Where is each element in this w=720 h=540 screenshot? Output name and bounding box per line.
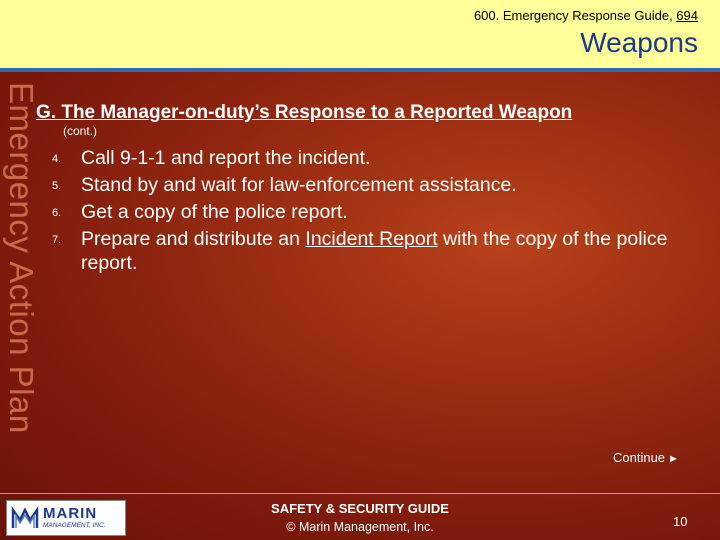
section-heading: G. The Manager-on-duty’s Response to a Reported Weapon [36, 102, 573, 123]
copyright-text: © Marin Management, Inc. [286, 520, 434, 534]
footer-title: SAFETY & SECURITY GUIDE [271, 501, 449, 516]
logo-wordmark [43, 506, 106, 530]
incident-report-link[interactable]: Incident Report [305, 228, 438, 250]
list-item [52, 227, 672, 275]
list-item [52, 146, 672, 170]
side-label: Emergency Action Plan [3, 82, 40, 434]
page-number: 10 [673, 514, 688, 529]
continue-button[interactable] [613, 450, 679, 465]
step-number: 5. [52, 180, 62, 192]
step-text: Call 9-1-1 and report the incident. [81, 147, 371, 169]
guide-page-link[interactable]: 694 [676, 8, 698, 23]
logo-mark-icon [11, 504, 39, 532]
step-text-start: Prepare and distribute an [81, 228, 306, 250]
play-right-icon: ► [668, 453, 679, 465]
logo-name: MARIN [43, 505, 98, 523]
step-number: 4. [52, 153, 62, 165]
continue-label: Continue [613, 450, 666, 465]
step-text: Stand by and wait for law-enforcement assistance. [81, 174, 517, 196]
step-text: Get a copy of the police report. [81, 201, 348, 223]
logo-subtitle: MANAGEMENT, INC. [43, 522, 106, 530]
list-item [52, 200, 672, 224]
page-title: Weapons [580, 27, 698, 58]
step-text [81, 227, 672, 275]
company-logo [6, 500, 126, 536]
list-item [52, 173, 672, 197]
footer-divider [0, 493, 720, 494]
guide-reference [474, 8, 698, 23]
step-number: 6. [52, 207, 62, 219]
header-band [0, 0, 720, 68]
header-divider [0, 68, 720, 72]
continued-note: (cont.) [63, 124, 98, 138]
step-text-end: with the copy of the police report. [81, 228, 668, 274]
footer-caption [210, 501, 510, 534]
guide-reference-text: 600. Emergency Response Guide, [473, 8, 677, 23]
step-list [52, 146, 672, 278]
step-number: 7. [52, 234, 62, 246]
